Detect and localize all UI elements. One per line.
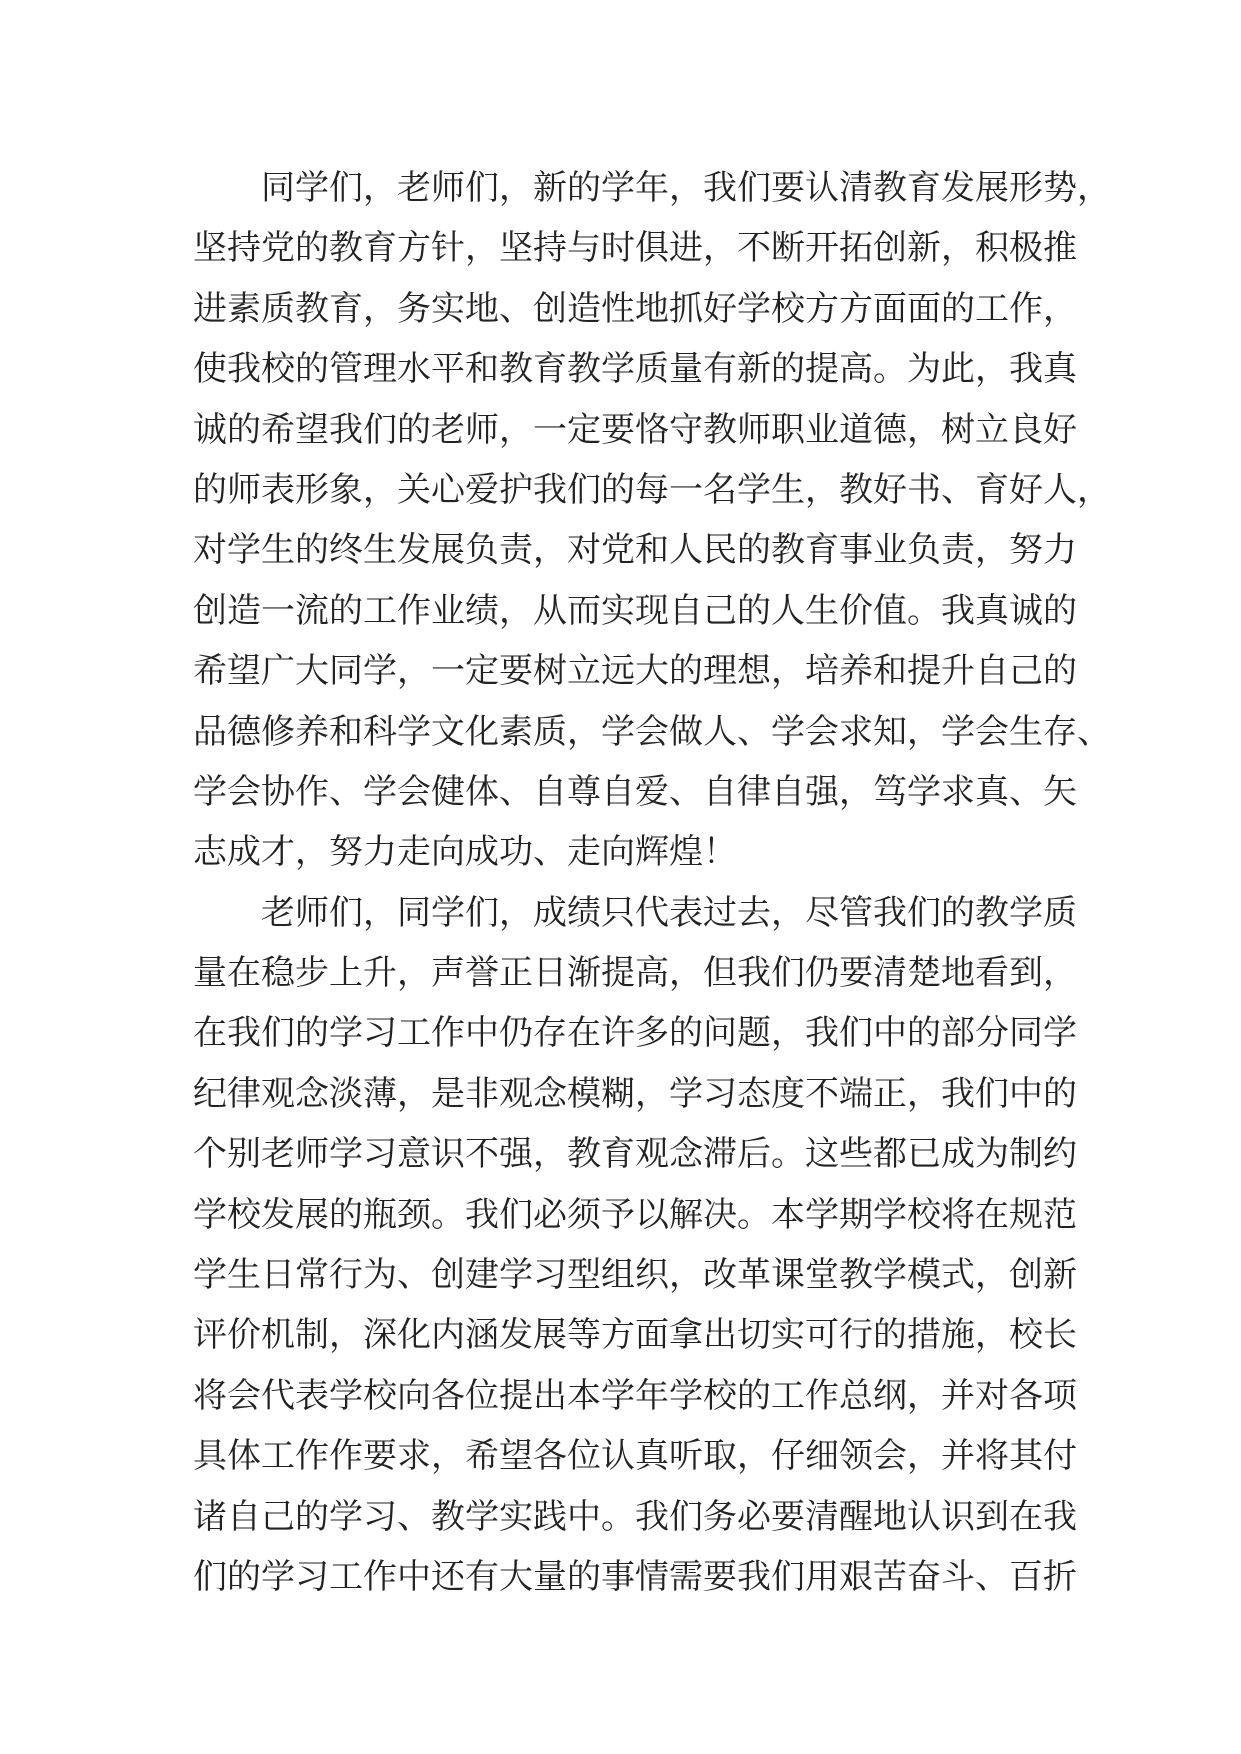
text-line: 量在稳步上升，声誉正日渐提高，但我们仍要清楚地看到， xyxy=(193,953,1077,994)
text-line: 个别老师学习意识不强，教育观念滞后。这些都已成为制约 xyxy=(193,1134,1077,1175)
text-line: 学校发展的瓶颈。我们必须予以解决。本学期学校将在规范 xyxy=(193,1194,1077,1235)
text-line: 同学们，老师们，新的学年，我们要认清教育发展形势， xyxy=(261,168,1111,208)
text-line: 诚的希望我们的老师，一定要恪守教师职业道德，树立良好 xyxy=(193,409,1077,450)
text-line: 具体工作作要求，希望各位认真听取，仔细领会，并将其付 xyxy=(193,1436,1077,1477)
text-line: 纪律观念淡薄，是非观念模糊，学习态度不端正，我们中的 xyxy=(193,1073,1077,1114)
text-line: 创造一流的工作业绩，从而实现自己的人生价值。我真诚的 xyxy=(193,590,1077,631)
text-line: 志成才，努力走向成功、走向辉煌！ xyxy=(193,832,737,873)
text-line: 在我们的学习工作中仍存在许多的问题，我们中的部分同学 xyxy=(193,1013,1077,1054)
text-line: 评价机制，深化内涵发展等方面拿出切实可行的措施，校长 xyxy=(193,1315,1077,1356)
text-line: 坚持党的教育方针，坚持与时俱进，不断开拓创新，积极推 xyxy=(193,228,1077,269)
text-line: 希望广大同学，一定要树立远大的理想，培养和提升自己的 xyxy=(193,651,1077,692)
text-line: 品德修养和科学文化素质，学会做人、学会求知，学会生存、 xyxy=(193,711,1111,752)
paragraph-1 xyxy=(193,158,1111,883)
text-line: 使我校的管理水平和教育教学质量有新的提高。为此，我真 xyxy=(193,349,1077,390)
paragraph-2 xyxy=(193,883,1077,1608)
text-line: 老师们，同学们，成绩只代表过去，尽管我们的教学质 xyxy=(261,892,1077,933)
text-line: 学会协作、学会健体、自尊自爱、自律自强，笃学求真、矢 xyxy=(193,771,1077,812)
text-line: 对学生的终生发展负责，对党和人民的教育事业负责，努力 xyxy=(193,530,1077,571)
text-line: 诸自己的学习、教学实践中。我们务必要清醒地认识到在我 xyxy=(193,1496,1077,1537)
text-line: 进素质教育，务实地、创造性地抓好学校方方面面的工作， xyxy=(193,288,1077,329)
text-line: 将会代表学校向各位提出本学年学校的工作总纲，并对各项 xyxy=(193,1375,1077,1416)
text-line: 们的学习工作中还有大量的事情需要我们用艰苦奋斗、百折 xyxy=(193,1556,1077,1597)
text-line: 的师表形象，关心爱护我们的每一名学生，教好书、育好人， xyxy=(193,469,1111,510)
document-body xyxy=(193,158,1111,1607)
text-line: 学生日常行为、创建学习型组织，改革课堂教学模式，创新 xyxy=(193,1255,1077,1296)
